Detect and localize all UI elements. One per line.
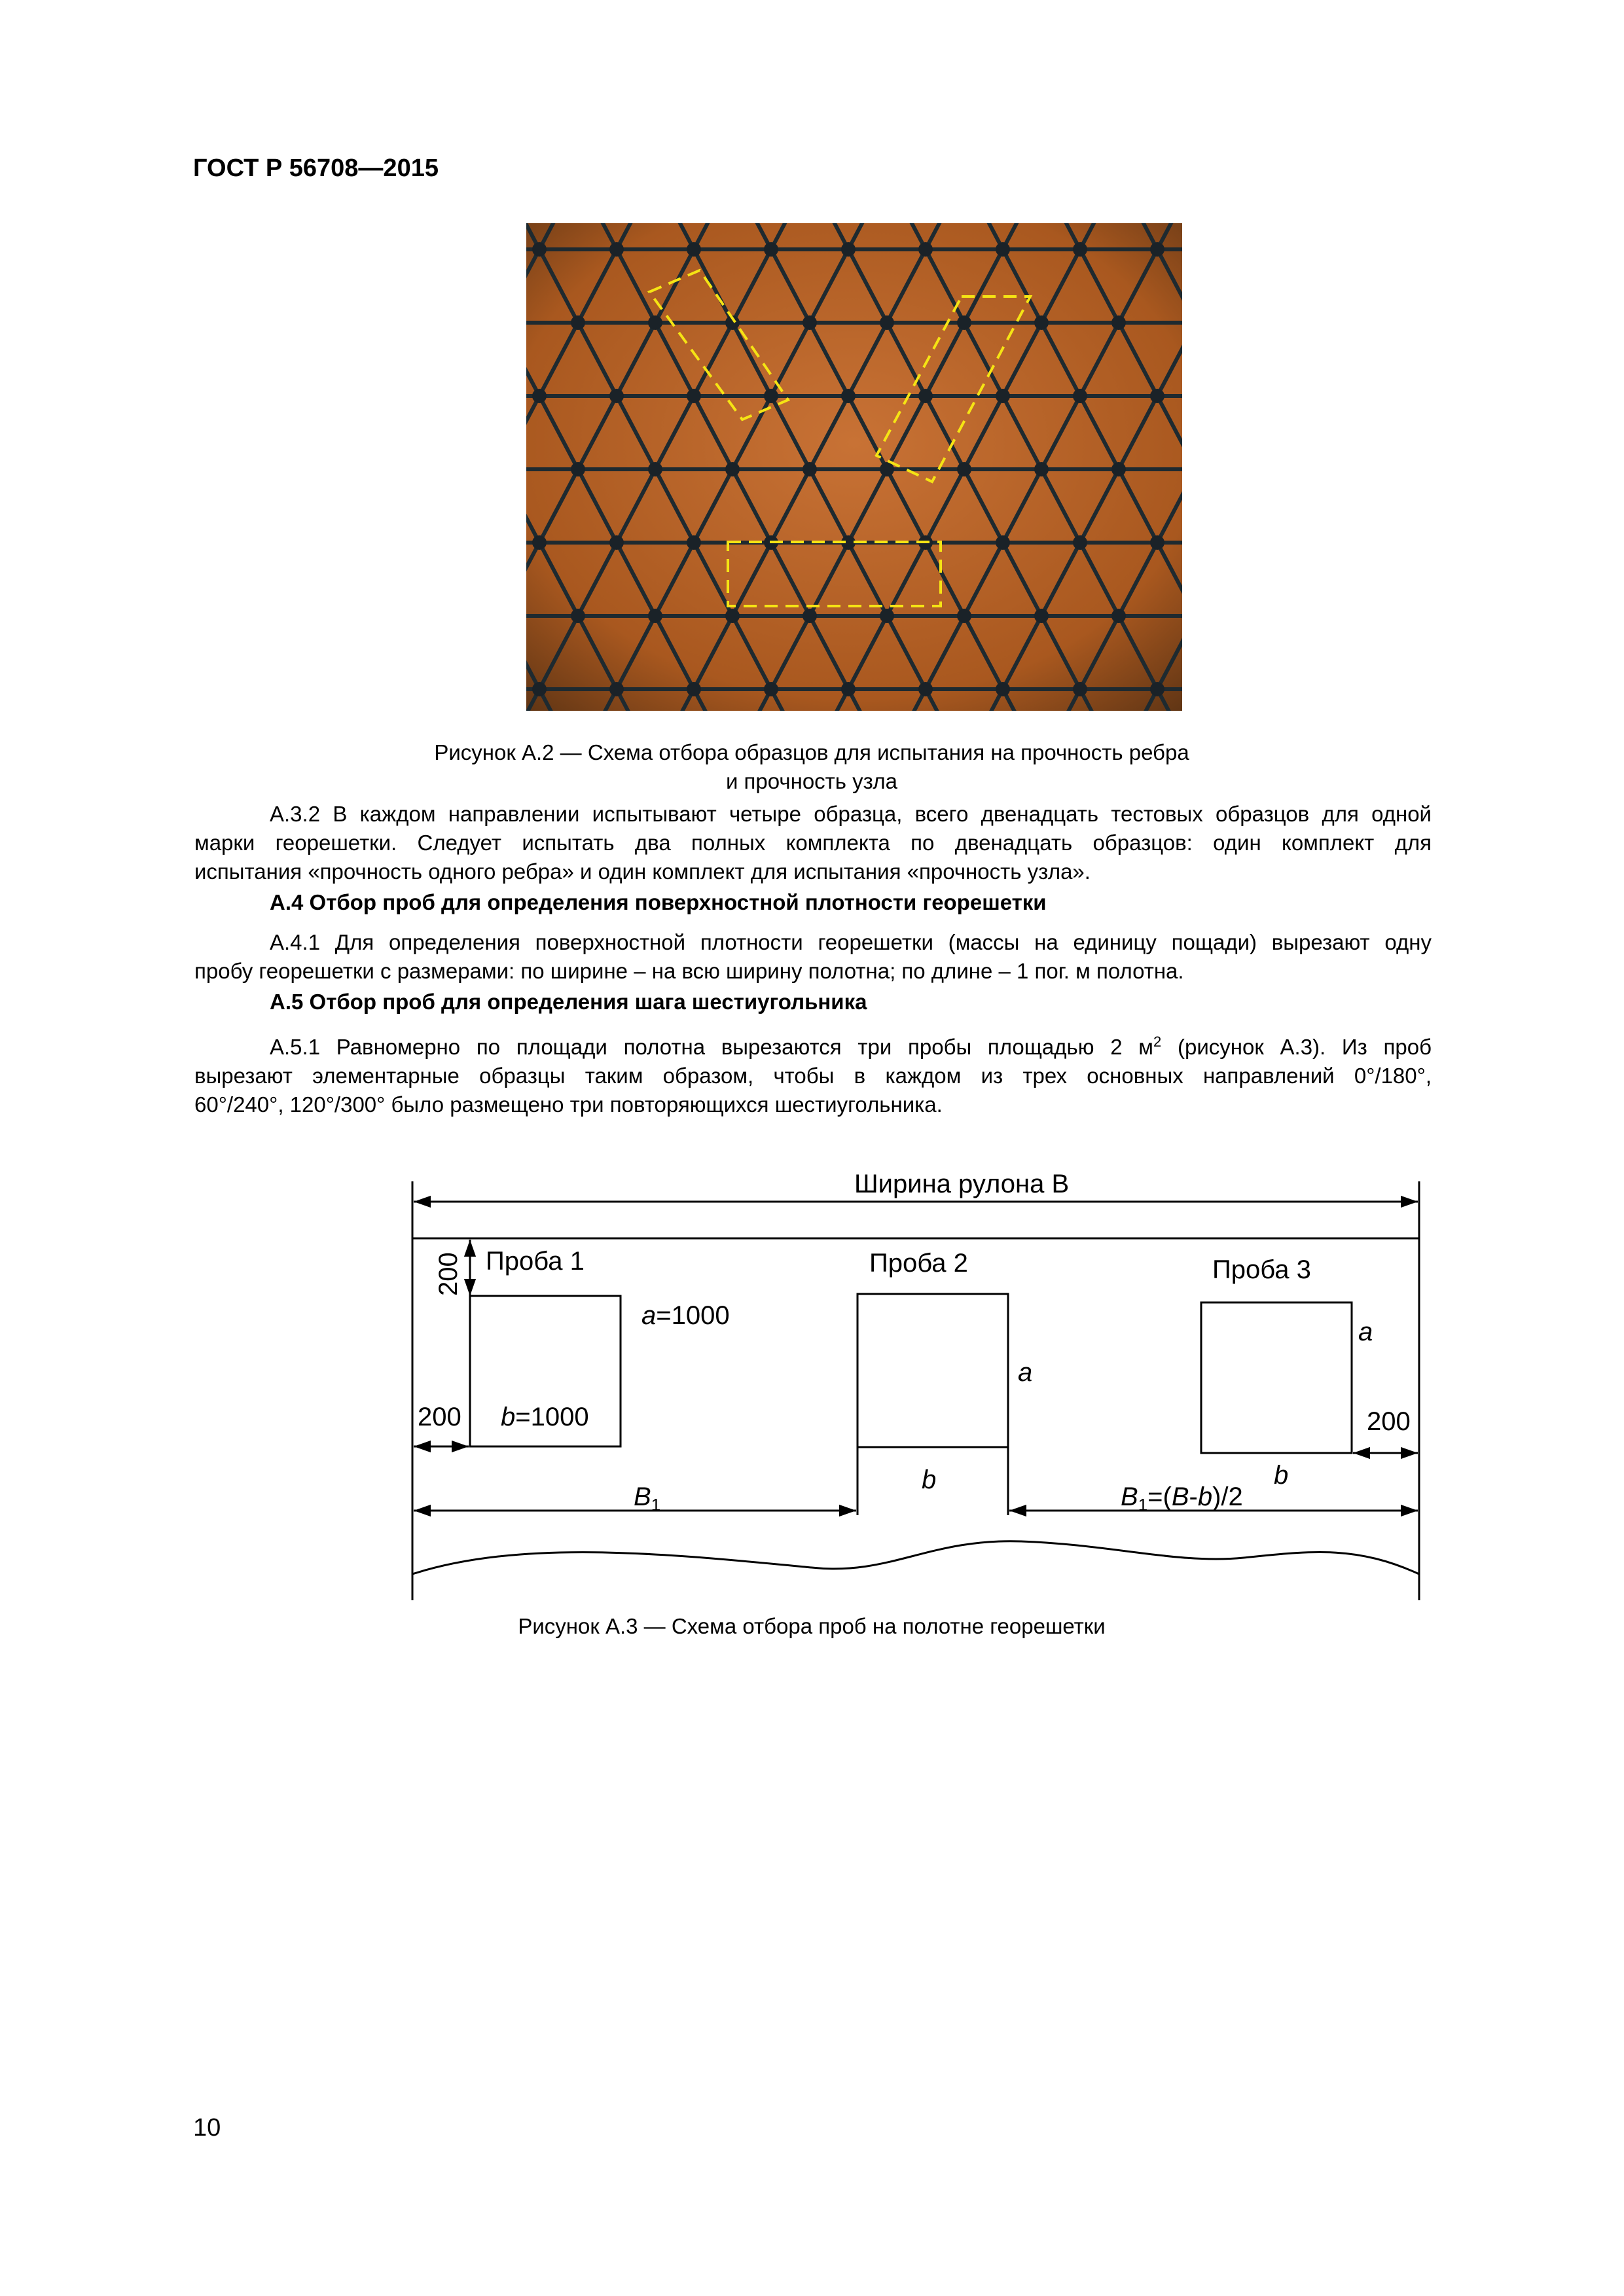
figure-a2-caption-line1: Рисунок А.2 — Схема отбора образцов для испытания на прочность ребра: [434, 740, 1189, 764]
roll-width-label: Ширина рулона В: [854, 1170, 1070, 1198]
probe3-label: Проба 3: [1212, 1255, 1311, 1284]
grid-node: [841, 389, 856, 403]
probe3-a-label: a: [1358, 1318, 1373, 1346]
figure-a3-caption: Рисунок А.3 — Схема отбора проб на полотне георешетки: [518, 1614, 1106, 1638]
grid-node: [957, 609, 971, 623]
grid-node: [1034, 315, 1049, 330]
grid-node: [918, 389, 933, 403]
grid-node: [1111, 315, 1126, 330]
grid-node: [532, 389, 547, 403]
grid-node: [687, 535, 701, 550]
grid-node: [803, 315, 817, 330]
grid-node: [841, 682, 856, 696]
grid-node: [1150, 682, 1164, 696]
photo-background: [526, 223, 1182, 711]
grid-node: [609, 535, 624, 550]
grid-node: [609, 389, 624, 403]
probe3-b-label: b: [1274, 1461, 1289, 1490]
grid-node: [609, 682, 624, 696]
b1-label: $B_1$: [634, 1482, 661, 1515]
grid-node: [880, 609, 894, 623]
figure-a3-diagram: [393, 1165, 1453, 1623]
grid-node: [764, 389, 778, 403]
grid-node: [764, 682, 778, 696]
paragraph-a5-1: А.5.1 Равномерно по площади полотна вырезаются три пробы площадью 2 $м^2$ (рисунок А.3). Из проб вырезают элементарные образцы таким образом, чтобы в каждом из трех основных направлений 0°/180°, 60°/240°, 120°/300° было размещено три повторяющихся шестиугольника.: [194, 1033, 1432, 1117]
grid-node: [1073, 535, 1087, 550]
document-code-header: ГОСТ Р 56708—2015: [193, 154, 439, 182]
grid-node: [609, 242, 624, 257]
paragraph-a3-2: А.3.2 В каждом направлении испытывают четыре образца, всего двенадцать тестовых образцов для одной марки георешетки. Следует испытать два полных комплекта по двенадцать образцов: один комплект для испытания «прочность одного ребра» и один комплект для испытания «прочность узла».: [194, 802, 1432, 884]
heading-a5: А.5 Отбор проб для определения шага шестиугольника: [270, 990, 867, 1014]
grid-node: [957, 462, 971, 476]
roll-break-wave: [412, 1541, 1419, 1574]
b-1000-label: b=1000: [501, 1403, 589, 1431]
page-number: 10: [193, 2114, 221, 2142]
grid-node: [1111, 609, 1126, 623]
grid-node: [532, 535, 547, 550]
grid-node: [957, 315, 971, 330]
grid-node: [571, 315, 585, 330]
grid-node: [687, 682, 701, 696]
grid-node: [532, 242, 547, 257]
a-1000-label: a=1000: [641, 1301, 730, 1330]
probe2-label: Проба 2: [869, 1249, 968, 1278]
grid-node: [764, 242, 778, 257]
grid-node: [880, 315, 894, 330]
probe2-rect: [857, 1294, 1008, 1447]
grid-node: [1073, 242, 1087, 257]
grid-node: [571, 462, 585, 476]
grid-node: [1150, 535, 1164, 550]
probe3-rect: [1201, 1302, 1352, 1453]
grid-node: [996, 535, 1010, 550]
grid-node: [687, 242, 701, 257]
grid-node: [1150, 242, 1164, 257]
grid-node: [1034, 462, 1049, 476]
paragraph-a4-1: А.4.1 Для определения поверхностной плотности георешетки (массы на единицу пощади) вырезают одну пробу георешетки с размерами: по ширине – на всю ширину полотна; по длине – 1 пог. м полотна.: [194, 930, 1432, 983]
grid-node: [1073, 682, 1087, 696]
grid-node: [687, 389, 701, 403]
probe1-label: Проба 1: [486, 1247, 585, 1276]
b1-formula-label: $B_1=(B-b)/2$: [1121, 1482, 1243, 1515]
grid-node: [918, 682, 933, 696]
grid-node: [841, 242, 856, 257]
grid-node: [996, 682, 1010, 696]
probe2-a-label: a: [1018, 1358, 1033, 1387]
grid-node: [648, 462, 662, 476]
figure-a2-caption-line2: и прочность узла: [725, 769, 898, 793]
left-200-label: 200: [418, 1403, 461, 1431]
grid-node: [996, 242, 1010, 257]
grid-node: [725, 462, 740, 476]
grid-node: [996, 389, 1010, 403]
grid-node: [918, 242, 933, 257]
heading-a4: А.4 Отбор проб для определения поверхностной плотности георешетки: [270, 890, 1047, 914]
grid-node: [648, 315, 662, 330]
grid-node: [571, 609, 585, 623]
grid-node: [648, 609, 662, 623]
geogrid-photo: [526, 223, 1182, 711]
grid-node: [1150, 389, 1164, 403]
probe2-b-label: b: [922, 1465, 937, 1494]
grid-node: [1034, 609, 1049, 623]
grid-node: [803, 462, 817, 476]
grid-node: [1111, 462, 1126, 476]
grid-node: [1073, 389, 1087, 403]
vertical-200-label: 200: [434, 1252, 463, 1296]
grid-node: [725, 609, 740, 623]
right-200-label: 200: [1367, 1407, 1411, 1436]
grid-node: [803, 609, 817, 623]
grid-node: [532, 682, 547, 696]
